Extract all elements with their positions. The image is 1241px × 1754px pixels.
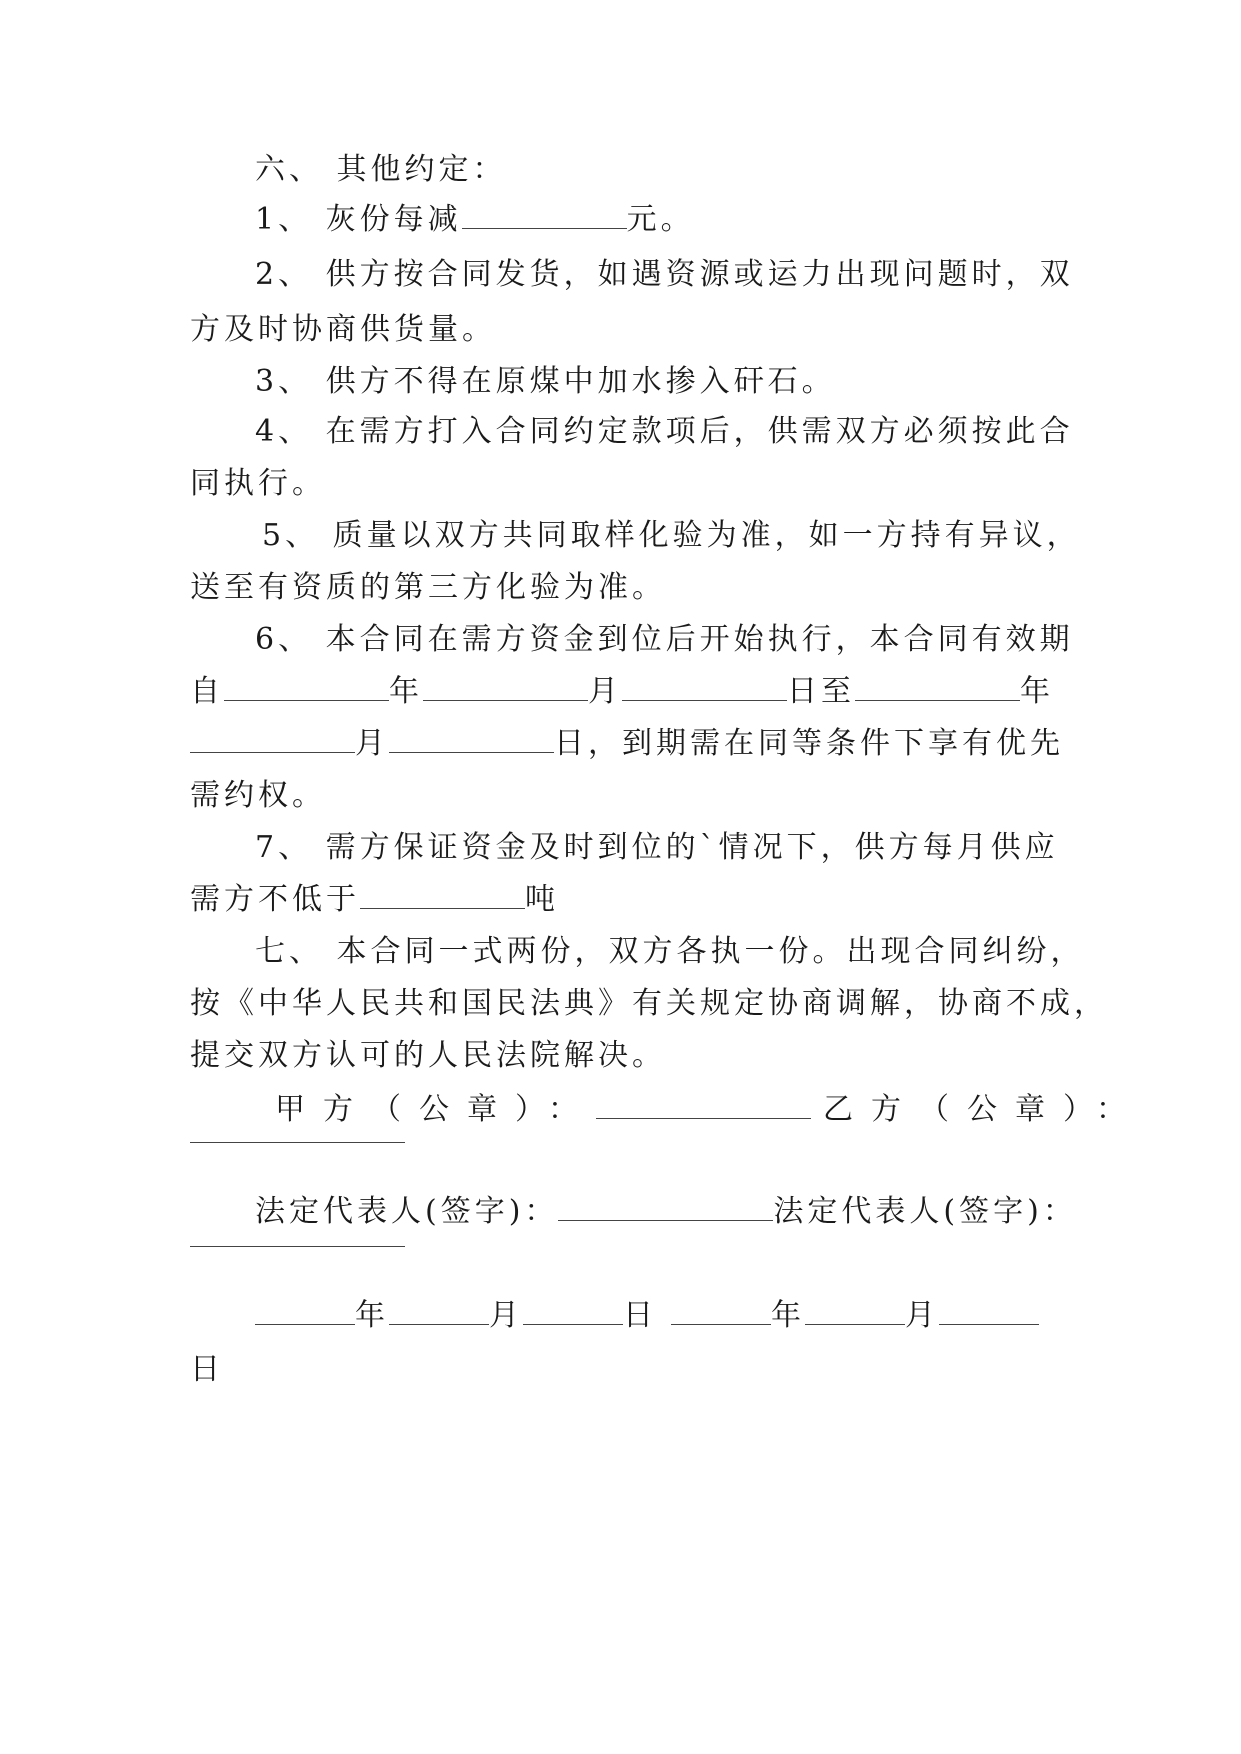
item-6-month: 月 bbox=[588, 674, 622, 709]
item-5-line-1 bbox=[262, 516, 1122, 556]
section-7-line-1 bbox=[255, 932, 1115, 972]
item-6-line-1 bbox=[255, 620, 1115, 660]
party-a-rep-blank bbox=[558, 1194, 773, 1221]
blank-field bbox=[671, 1298, 771, 1325]
representative-line bbox=[255, 1192, 1115, 1232]
party-a-seal-blank bbox=[596, 1092, 811, 1119]
item-2-line-1 bbox=[255, 255, 1115, 295]
item-7-line-2 bbox=[190, 880, 1050, 920]
item-7-text: 7、 需方保证资金及时到位的`情况下，供方每月供应 bbox=[255, 830, 1059, 865]
party-a-rep-label: 法定代表人(签字)： bbox=[255, 1194, 559, 1229]
section-7-text-cont: 按《中华人民共和国民法典》有关规定协商调解，协商不成， bbox=[190, 986, 1108, 1021]
item-6-year-2: 年 bbox=[1020, 674, 1054, 709]
item-5-text-cont: 送至有资质的第三方化验为准。 bbox=[190, 570, 666, 605]
item-6-text-end: 需约权。 bbox=[190, 778, 326, 813]
item-5-text: 5、 质量以双方共同取样化验为准，如一方持有异议， bbox=[262, 518, 1081, 553]
party-b-rep-blank bbox=[190, 1246, 405, 1247]
item-6-line-4 bbox=[190, 776, 1050, 816]
item-1-suffix: 元。 bbox=[626, 202, 695, 237]
item-6-year: 年 bbox=[389, 674, 423, 709]
party-a-seal-label: 甲方（公章）： bbox=[275, 1092, 596, 1127]
item-4-text-cont: 同执行。 bbox=[190, 466, 326, 501]
item-6-month-2: 月 bbox=[355, 726, 389, 761]
date-b-day: 日 bbox=[190, 1352, 224, 1387]
item-4-line-1 bbox=[255, 412, 1115, 452]
item-6-tail: 日，到期需在同等条件下享有优先 bbox=[554, 726, 1064, 761]
item-7-unit: 吨 bbox=[525, 882, 559, 917]
item-2-line-2 bbox=[190, 310, 1050, 350]
party-b-rep-label: 法定代表人(签字)： bbox=[773, 1194, 1077, 1229]
item-7-text-cont: 需方不低于 bbox=[190, 882, 360, 917]
date-a-month: 月 bbox=[489, 1298, 523, 1333]
section-7-text-end: 提交双方认可的人民法院解决。 bbox=[190, 1038, 666, 1073]
blank-field bbox=[190, 726, 355, 753]
section-7-line-2 bbox=[190, 984, 1108, 1024]
date-line-end bbox=[190, 1350, 1050, 1390]
blank-field bbox=[389, 1298, 489, 1325]
item-1-text: 1、 灰份每减 bbox=[255, 202, 462, 237]
item-7-line-1 bbox=[255, 828, 1115, 868]
blank-field bbox=[622, 674, 787, 701]
blank-field bbox=[939, 1298, 1039, 1325]
item-2-text: 2、 供方按合同发货，如遇资源或运力出现问题时，双 bbox=[255, 257, 1074, 292]
blank-field bbox=[389, 726, 554, 753]
seal-line bbox=[275, 1090, 1144, 1130]
item-3-text: 3、 供方不得在原煤中加水掺入矸石。 bbox=[255, 364, 836, 399]
blank-field bbox=[805, 1298, 905, 1325]
blank-field bbox=[423, 674, 588, 701]
item-6-line-2 bbox=[190, 672, 1054, 712]
blank-field bbox=[855, 674, 1020, 701]
item-6-day-to: 日至 bbox=[787, 674, 855, 709]
item-2-text-cont: 方及时协商供货量。 bbox=[190, 312, 496, 347]
date-b-month: 月 bbox=[905, 1298, 939, 1333]
date-line bbox=[255, 1296, 1115, 1336]
item-3 bbox=[255, 362, 1115, 402]
section-6-heading bbox=[255, 150, 1115, 190]
blank-field bbox=[360, 882, 525, 909]
date-b-year: 年 bbox=[771, 1298, 805, 1333]
item-4-line-2 bbox=[190, 464, 1050, 504]
date-a-day: 日 bbox=[623, 1298, 657, 1333]
date-a-year: 年 bbox=[355, 1298, 389, 1333]
item-4-text: 4、 在需方打入合同约定款项后，供需双方必须按此合 bbox=[255, 414, 1074, 449]
section-7-line-3 bbox=[190, 1036, 1050, 1076]
item-6-from: 自 bbox=[190, 674, 224, 709]
blank-field bbox=[462, 202, 627, 229]
section-7-text: 七、 本合同一式两份，双方各执一份。出现合同纠纷， bbox=[255, 934, 1085, 969]
blank-field bbox=[523, 1298, 623, 1325]
item-6-line-3 bbox=[190, 724, 1064, 764]
item-1 bbox=[255, 200, 1115, 240]
section-6-heading-text: 六、 其他约定： bbox=[255, 152, 507, 187]
item-5-line-2 bbox=[190, 568, 1050, 608]
party-b-seal-label: 乙方（公章）： bbox=[823, 1092, 1144, 1127]
item-6-text: 6、 本合同在需方资金到位后开始执行，本合同有效期 bbox=[255, 622, 1074, 657]
blank-field bbox=[224, 674, 389, 701]
party-b-seal-blank bbox=[190, 1142, 405, 1143]
blank-field bbox=[255, 1298, 355, 1325]
